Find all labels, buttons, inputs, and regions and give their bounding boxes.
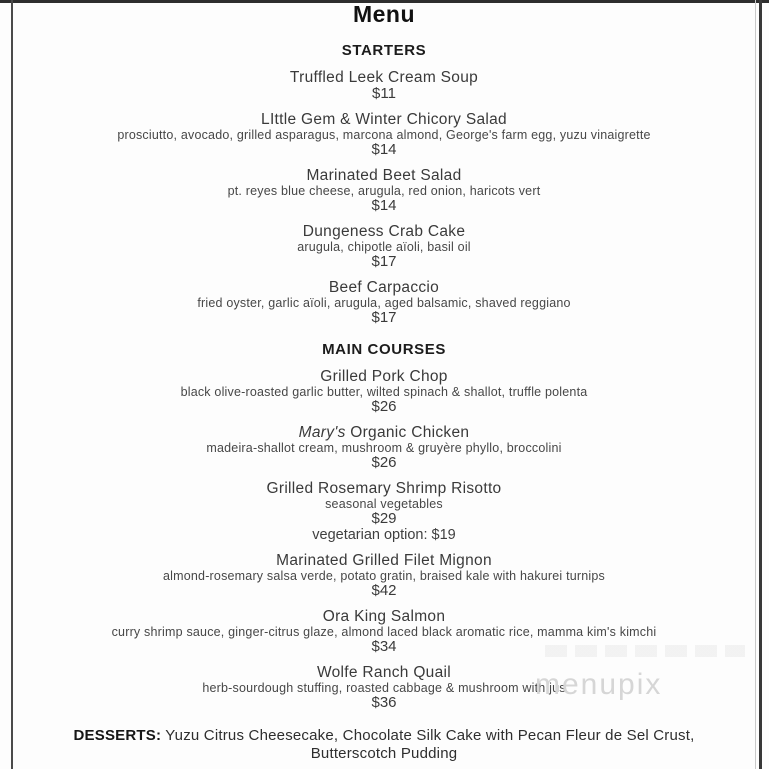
item-price: $29 [371, 510, 397, 527]
menu-item [13, 167, 755, 214]
item-name: Ora King Salmon [322, 608, 446, 625]
item-description: arugula, chipotle aïoli, basil oil [297, 240, 471, 254]
item-price: $42 [371, 582, 397, 599]
menu-item [13, 69, 755, 102]
item-note: vegetarian option: $19 [312, 527, 456, 543]
desserts-text: Yuzu Citrus Cheesecake, Chocolate Silk Cake with Pecan Fleur de Sel Crust, Butterscotch Pudding [161, 727, 695, 762]
item-name: Beef Carpaccio [328, 279, 440, 296]
item-name: LIttle Gem & Winter Chicory Salad [261, 111, 507, 128]
desserts-line [69, 727, 699, 762]
menu-sections [13, 42, 755, 711]
menu-item [13, 552, 755, 599]
section-heading-main-courses: MAIN COURSES [322, 341, 446, 358]
frame-right-border-light [755, 0, 756, 769]
menu-item [13, 111, 755, 158]
item-name: Marinated Beet Salad [306, 167, 462, 184]
item-description: seasonal vegetables [325, 497, 443, 511]
item-description: herb-sourdough stuffing, roasted cabbage & mushroom with jus [202, 681, 566, 695]
item-price: $11 [372, 85, 396, 102]
item-name: Wolfe Ranch Quail [316, 664, 452, 681]
desserts-label: DESSERTS: [73, 727, 162, 744]
item-price: $17 [371, 253, 397, 270]
item-name: Dungeness Crab Cake [302, 223, 466, 240]
menu-item [13, 223, 755, 270]
item-price: $34 [371, 638, 397, 655]
item-description: pt. reyes blue cheese, arugula, red onion, haricots vert [227, 184, 541, 198]
item-price: $14 [371, 197, 397, 214]
item-description: fried oyster, garlic aïoli, arugula, aged balsamic, shaved reggiano [197, 296, 571, 310]
frame-right-border-dark [759, 0, 762, 769]
menu-item [13, 480, 755, 543]
item-description: madeira-shallot cream, mushroom & gruyère phyllo, broccolini [206, 441, 562, 455]
item-description: prosciutto, avocado, grilled asparagus, marcona almond, George's farm egg, yuzu vinaigrette [117, 128, 651, 142]
page-title: Menu [352, 1, 416, 27]
item-price: $26 [371, 398, 397, 415]
item-name: Grilled Rosemary Shrimp Risotto [266, 480, 502, 497]
item-price: $36 [371, 694, 397, 711]
menu-item [13, 424, 755, 471]
item-price: $14 [371, 141, 397, 158]
menupix-watermark: menupix [535, 668, 663, 701]
item-name: Truffled Leek Cream Soup [289, 69, 479, 86]
watermark-artifact [545, 645, 745, 657]
menu-item [13, 279, 755, 326]
item-price: $26 [371, 454, 397, 471]
item-price: $17 [371, 309, 397, 326]
item-name: Grilled Pork Chop [320, 368, 448, 385]
item-description: almond-rosemary salsa verde, potato gratin, braised kale with hakurei turnips [163, 569, 605, 583]
item-description: black olive-roasted garlic butter, wilted spinach & shallot, truffle polenta [180, 385, 588, 399]
section-heading-starters: STARTERS [341, 42, 427, 59]
item-name: Mary's Organic Chicken [298, 424, 470, 441]
menu-item [13, 664, 755, 711]
menu-item [13, 368, 755, 415]
item-description: curry shrimp sauce, ginger-citrus glaze, almond laced black aromatic rice, mamma kim's kimchi [111, 625, 657, 639]
item-name: Marinated Grilled Filet Mignon [276, 552, 492, 569]
